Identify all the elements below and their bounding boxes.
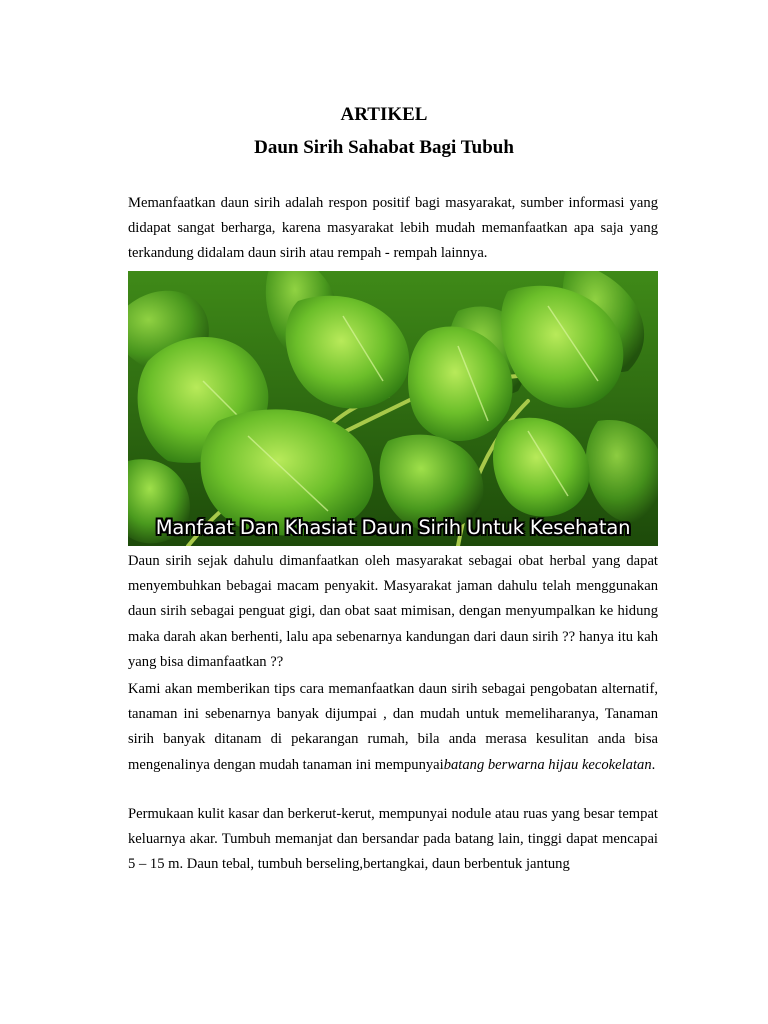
article-label: ARTIKEL bbox=[340, 104, 428, 125]
article-title: Daun Sirih Sahabat Bagi Tubuh bbox=[254, 137, 514, 158]
photo-caption: Manfaat Dan Khasiat Daun Sirih Untuk Kesehatan bbox=[155, 516, 631, 539]
betel-leaf-photo bbox=[128, 271, 658, 546]
tips-italic-text: batang berwarna hijau kecokelatan bbox=[443, 756, 652, 773]
tips-end-text: . bbox=[651, 756, 656, 773]
history-paragraph: Daun sirih sejak dahulu dimanfaatkan oleh masyarakat sebagai obat herbal yang dapat menyembuhkan bebagai macam penyakit. Masyarakat jaman dahulu telah menggunakan daun sirih sebagai penguat gigi, dan obat saat mimisan, dengan menyumpalkan ke hidung maka darah akan berhenti, lalu apa sebenarnya kandungan dari daun sirih ?? hanya itu kah yang bisa dimanfaatkan ?? bbox=[128, 553, 658, 670]
tips-text: Kami akan memberikan tips cara memanfaatkan daun sirih sebagai pengobatan alternatif, tanaman ini sebenarnya banyak dijumpai , dan mudah untuk memeliharanya, Tanaman sirih banyak ditanam di pekarangan rumah, bila anda merasa kesulitan anda bisa mengenalinya dengan mudah tanaman ini mempunyai bbox=[128, 681, 658, 773]
betel-leaf-illustration bbox=[128, 271, 658, 546]
description-paragraph: Permukaan kulit kasar dan berkerut-kerut, mempunyai nodule atau ruas yang besar tempat keluarnya akar. Tumbuh memanjat dan bersandar pada batang lain, tinggi dapat mencapai 5 – 15 m. Daun tebal, tumbuh berseling,bertangkai, daun berbentuk jantung bbox=[128, 806, 658, 873]
intro-paragraph: Memanfaatkan daun sirih adalah respon positif bagi masyarakat, sumber informasi yang didapat sangat berharga, karena masyarakat lebih mudah memanfaatkan apa saja yang terkandung didalam daun sirih atau rempah - rempah lainnya. bbox=[128, 195, 658, 262]
tips-paragraph bbox=[128, 677, 658, 778]
